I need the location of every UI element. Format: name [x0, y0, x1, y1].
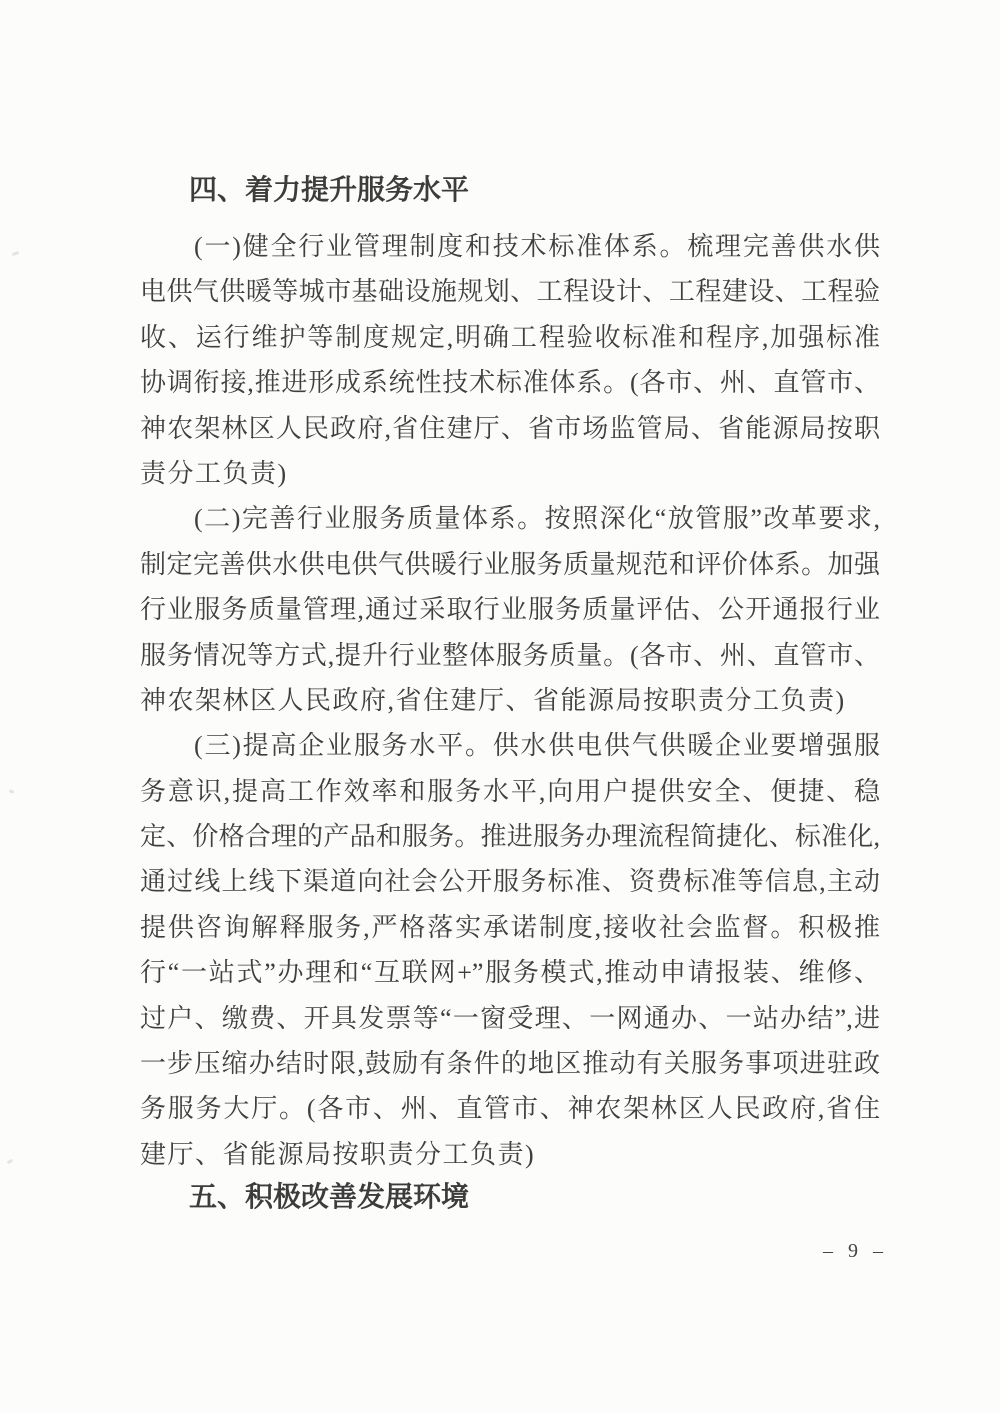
para3-line4: 通过线上线下渠道向社会公开服务标准、资费标准等信息,主动 — [140, 867, 880, 897]
para2-line4: 服务情况等方式,提升行业整体服务质量。(各市、州、直管市、 — [140, 640, 880, 670]
body-text — [140, 224, 880, 1177]
para3-line8: 一步压缩办结时限,鼓励有条件的地区推动有关服务事项进驻政 — [140, 1049, 880, 1079]
para2-line1: (二)完善行业服务质量体系。按照深化“放管服”改革要求, — [194, 504, 880, 534]
para3-line3: 定、价格合理的产品和服务。推进服务办理流程简捷化、标准化, — [140, 822, 880, 852]
para2-line2: 制定完善供水供电供气供暖行业服务质量规范和评价体系。加强 — [140, 549, 880, 579]
para1-line1: (一)健全行业管理制度和技术标准体系。梳理完善供水供 — [194, 232, 880, 261]
para3-line5: 提供咨询解释服务,严格落实承诺制度,接收社会监督。积极推 — [140, 912, 880, 942]
para1-line5: 神农架林区人民政府,省住建厅、省市场监管局、省能源局按职 — [140, 413, 880, 443]
scan-artifact — [12, 251, 20, 256]
section-heading-5: 五、积极改善发展环境 — [189, 1180, 470, 1213]
para1-line6: 责分工负责) — [140, 458, 288, 488]
para3-line9: 务服务大厅。(各市、州、直管市、神农架林区人民政府,省住 — [140, 1094, 880, 1124]
scan-artifact — [9, 789, 15, 793]
para3-line7: 过户、缴费、开具发票等“一窗受理、一网通办、一站办结”,进 — [140, 1003, 880, 1033]
para2-line5: 神农架林区人民政府,省住建厅、省能源局按职责分工负责) — [140, 685, 846, 715]
para1-line3: 收、运行维护等制度规定,明确工程验收标准和程序,加强标准 — [140, 322, 880, 352]
para3-line6: 行“一站式”办理和“互联网+”服务模式,推动申请报装、维修、 — [140, 958, 880, 988]
para3-line1: (三)提高企业服务水平。供水供电供气供暖企业要增强服 — [194, 731, 880, 761]
para1-line4: 协调衔接,推进形成系统性技术标准体系。(各市、州、直管市、 — [140, 368, 880, 398]
page-number: – 9 – — [823, 1240, 888, 1262]
section-heading-4: 四、着力提升服务水平 — [189, 173, 470, 206]
para3-line10: 建厅、省能源局按职责分工负责) — [140, 1139, 536, 1169]
para3-line2: 务意识,提高工作效率和服务水平,向用户提供安全、便捷、稳 — [140, 776, 880, 806]
scan-artifact — [7, 1159, 14, 1165]
para1-line2: 电供气供暖等城市基础设施规划、工程设计、工程建设、工程验 — [140, 277, 880, 307]
para2-line3: 行业服务质量管理,通过采取行业服务质量评估、公开通报行业 — [140, 595, 880, 625]
